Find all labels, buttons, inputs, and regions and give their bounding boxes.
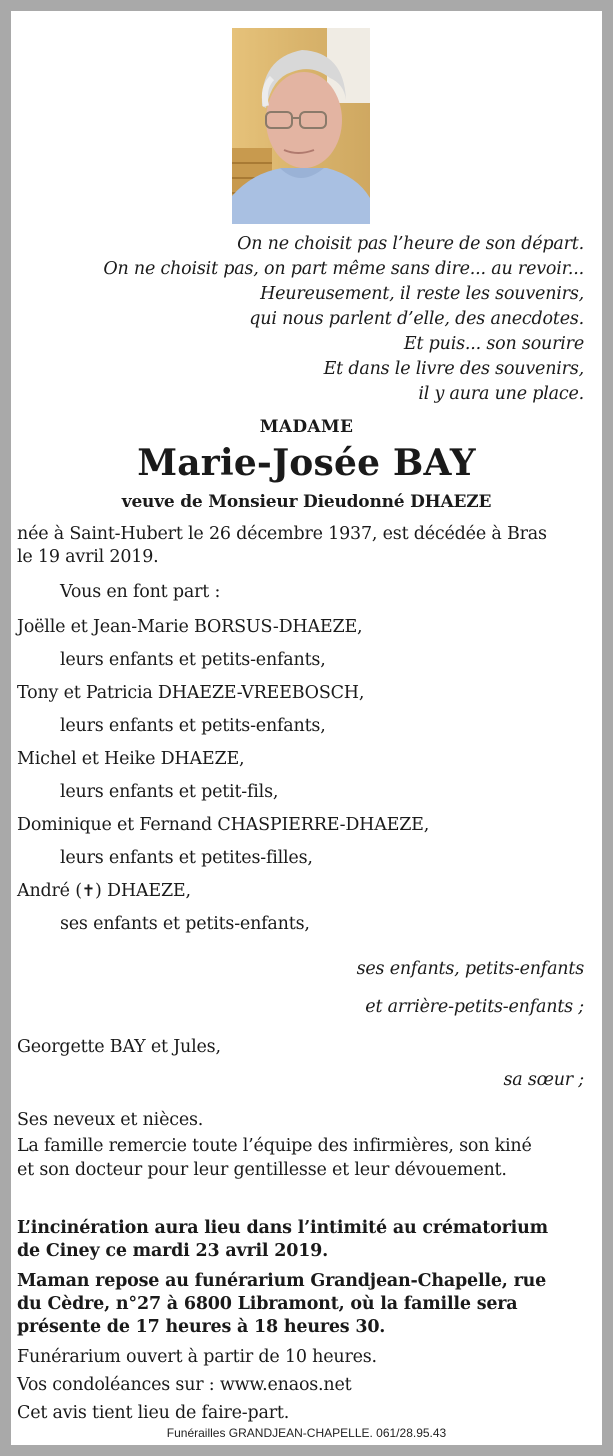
funeral-home-footer: Funérailles GRANDJEAN-CHAPELLE. 061/28.95.43 xyxy=(166,1426,447,1440)
birth-line: née à Saint-Hubert le 26 décembre 1937, est décédée à Bras xyxy=(17,524,547,544)
announce-line: Vous en font part : xyxy=(60,582,221,602)
thanks-line: et son docteur pour leur gentillesse et leur dévouement. xyxy=(17,1160,507,1180)
thanks-line: La famille remercie toute l’équipe des infirmières, son kiné xyxy=(17,1136,532,1156)
family-descendants: leurs enfants et petit-fils, xyxy=(60,782,279,802)
cross-icon: ✝ xyxy=(81,881,96,900)
family-descendants: leurs enfants et petits-enfants, xyxy=(60,650,326,670)
widow-line: veuve de Monsieur Dieudonné DHAEZE xyxy=(121,492,492,512)
birth-line: le 19 avril 2019. xyxy=(17,547,159,567)
relationship-role: ses enfants, petits-enfants xyxy=(356,959,584,979)
honorific-title: MADAME xyxy=(259,417,354,437)
sister-line: Georgette BAY et Jules, xyxy=(17,1037,221,1057)
poem-line: On ne choisit pas, on part même sans dire... au revoir... xyxy=(103,259,584,279)
relationship-role: et arrière-petits-enfants ; xyxy=(365,997,584,1017)
ceremony-line: de Ciney ce mardi 23 avril 2019. xyxy=(17,1241,329,1261)
family-member: Dominique et Fernand CHASPIERRE-DHAEZE, xyxy=(17,815,430,835)
poem-line: Heureusement, il reste les souvenirs, xyxy=(260,284,584,304)
deceased-name: Marie-Josée BAY xyxy=(137,442,476,484)
poem-line: il y aura une place. xyxy=(418,384,584,404)
family-member-deceased xyxy=(17,880,584,902)
family-member-name-end: ) DHAEZE, xyxy=(95,881,191,901)
ceremony-line: L’incinération aura lieu dans l’intimité au crématorium xyxy=(17,1218,548,1238)
portrait-photo xyxy=(232,28,370,224)
condolences-line: Vos condoléances sur : www.enaos.net xyxy=(17,1375,352,1395)
rest-line: du Cèdre, n°27 à 6800 Libramont, où la famille sera xyxy=(17,1294,518,1314)
poem-line: qui nous parlent d’elle, des anecdotes. xyxy=(249,309,584,329)
family-member: Tony et Patricia DHAEZE-VREEBOSCH, xyxy=(17,683,365,703)
poem-line: Et dans le livre des souvenirs, xyxy=(323,359,584,379)
hours-line: Funérarium ouvert à partir de 10 heures. xyxy=(17,1347,377,1367)
rest-line: Maman repose au funérarium Grandjean-Chapelle, rue xyxy=(17,1271,547,1291)
sister-role: sa sœur ; xyxy=(503,1070,584,1090)
notice-line: Cet avis tient lieu de faire-part. xyxy=(17,1403,290,1423)
poem-line: On ne choisit pas l’heure de son départ. xyxy=(237,234,584,254)
portrait-illustration xyxy=(232,28,370,224)
family-descendants: leurs enfants et petites-filles, xyxy=(60,848,313,868)
family-member: Michel et Heike DHAEZE, xyxy=(17,749,245,769)
rest-line: présente de 17 heures à 18 heures 30. xyxy=(17,1317,386,1337)
family-member-name-start: André ( xyxy=(17,881,82,901)
obituary-card xyxy=(11,11,602,1445)
nephews-line: Ses neveux et nièces. xyxy=(17,1110,204,1130)
family-descendants: ses enfants et petits-enfants, xyxy=(60,914,310,934)
poem-line: Et puis... son sourire xyxy=(403,334,584,354)
family-member: Joëlle et Jean-Marie BORSUS-DHAEZE, xyxy=(17,617,363,637)
family-descendants: leurs enfants et petits-enfants, xyxy=(60,716,326,736)
